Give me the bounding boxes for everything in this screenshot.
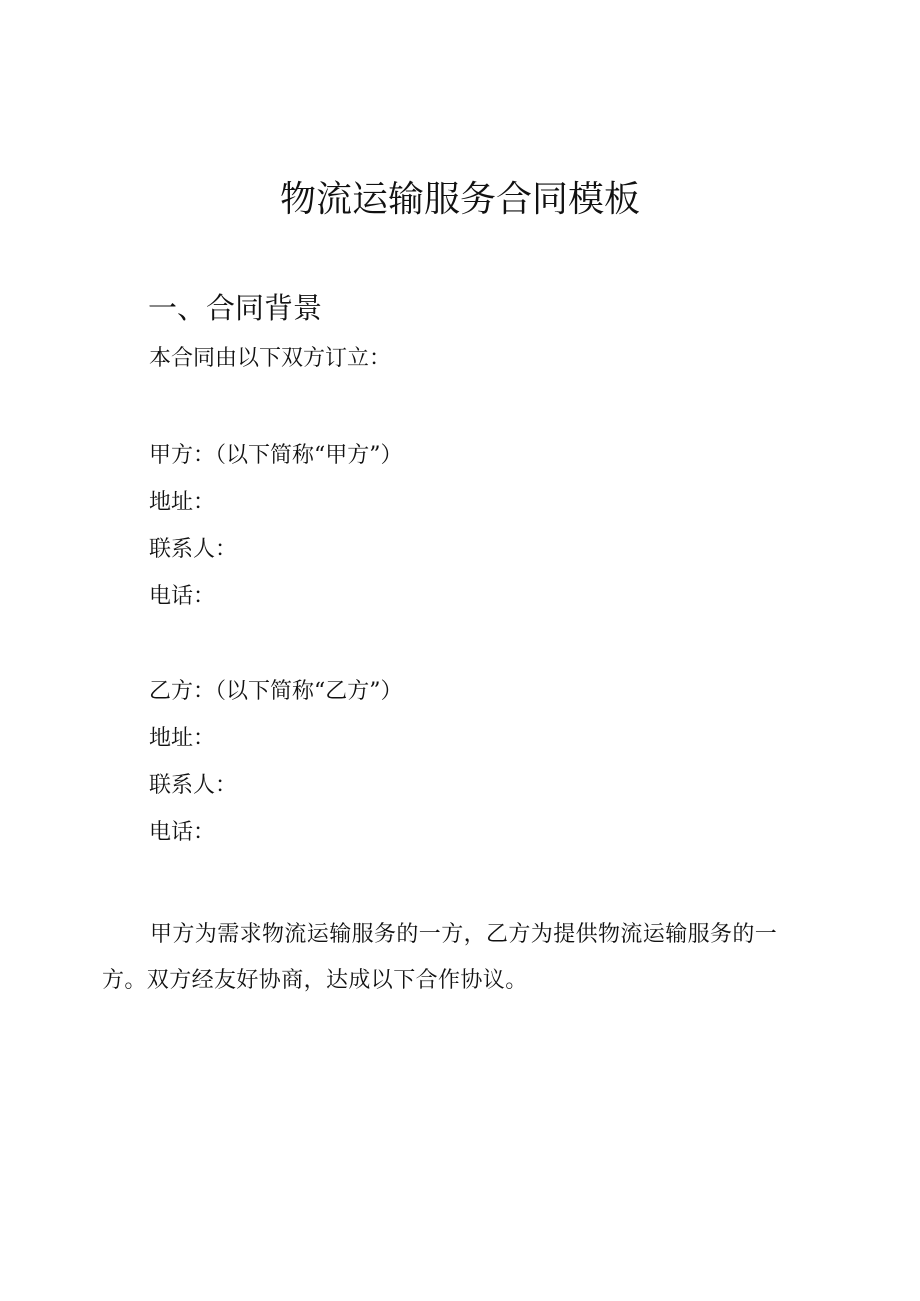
party-b-contact: 联系人： bbox=[149, 773, 238, 798]
document-title: 物流运输服务合同模板 bbox=[279, 179, 640, 220]
party-b-address: 地址： bbox=[149, 726, 216, 751]
party-b-phone: 电话： bbox=[149, 820, 216, 845]
party-b-label: 乙方：（以下简称“乙方”） bbox=[149, 679, 403, 704]
party-a-address: 地址： bbox=[149, 490, 216, 515]
section-heading-background: 一、合同背景 bbox=[148, 291, 323, 325]
party-a-label: 甲方：（以下简称“甲方”） bbox=[149, 443, 403, 468]
agreement-paragraph: 甲方为需求物流运输服务的一方，乙方为提供物流运输服务的一方。双方经友好协商，达成以下合作协议。 bbox=[102, 922, 778, 993]
party-a-phone: 电话： bbox=[149, 584, 216, 609]
party-a-contact: 联系人： bbox=[149, 537, 238, 562]
intro-text: 本合同由以下双方订立： bbox=[149, 346, 392, 371]
